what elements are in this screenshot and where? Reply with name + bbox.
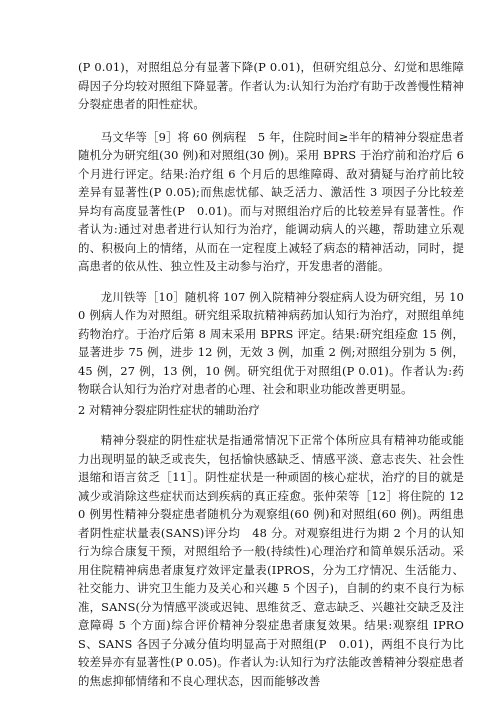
section-heading: 2 对精神分裂症阴性症状的辅助治疗 [78, 402, 260, 417]
paragraph-ma-wenhua-study: 马文华等［9］将 60 例病程 5 年，住院时间≥半年的精神分裂症患者随机分为研究组(30 例)和对照组(30 例)。采用 BPRS 于治疗前和治疗后 6 个月进行评定。结果:治疗组 6 个月后的思维障碍、敌对猜疑与治疗前比较差异有显著性(P 0.05);而焦虑忧郁、缺乏活力、激活性 3 项因子分比较差异均有高度显著性(P 0.01)。而与对照组治疗后的比较差异有显著性。作者认为:通过对患者进行认知行为治疗，能调动病人的兴趣，帮助建立乐观的、积极向上的情绪，从而在一定程度上减轻了病态的精神活动，同时，提高患者的依从性、独立性及主动参与治疗，开发患者的潜能。 [78, 129, 464, 273]
paragraph-negative-symptoms: 精神分裂症的阴性症状是指通常情况下正常个体所应具有精神功能或能力出现明显的缺乏或丧失，包括愉快感缺乏、情感平淡、意志丧失、社会性退缩和语言贫乏［11］。阴性症状是一种顽固的核心症状，治疗的目的就是减少或消除这些症状而达到疾病的真正痊愈。张仲荣等［12］将住院的 120 例男性精神分裂症患者随机分为观察组(60 例)和对照组(60 例)。两组患者阴性症状量表(SANS)评分均 48 分。对观察组进行为期 2 个月的认知行为综合康复干预，对照组给予一般(持续性)心理治疗和简单娱乐活动。采用住院精神病患者康复疗效评定量表(IPROS，分为工疗情况、生活能力、社交能力、讲究卫生能力及关心和兴趣 5 个因子)，自制的约束不良行为标准，SANS(分为情感平淡或迟钝、思维贫乏、意志缺乏、兴趣社交缺乏及注意障碍 5 个方面)综合评价精神分裂症患者康复效果。结果:观察组 IPROS、SANS 各因子分减分值均明显高于对照组(P 0.01)，两组不良行为比较差异亦有显著性(P 0.05)。作者认为:认知行为疗法能改善精神分裂症患者的焦虑抑郁情绪和不良心理状态，因而能够改善 [78, 433, 464, 688]
paragraph-long-chuantie-study: 龙川铁等［10］随机将 107 例入院精神分裂症病人设为研究组，另 100 例病人作为对照组。研究组采取抗精神病药加认知行为治疗，对照组单纯药物治疗。于治疗后第 8 周末采用 BPRS 评定。结果:研究组痊愈 15 例，显著进步 75 例，进步 12 例，无效 3 例，加重 2 例;对照组分别为 5 例，45 例，27 例，13 例，10 例。研究组优于对照组(P 0.01)。作者认为:药物联合认知行为治疗对患者的心理、社会和职业功能改善更明显。 [78, 289, 464, 396]
paragraph-continuation: (P 0.01)，对照组总分有显著下降(P 0.01)，但研究组总分、幻觉和思维障碍因子分均较对照组下降显著。作者认为:认知行为治疗有助于改善慢性精神分裂症患者的阳性症状。 [78, 60, 464, 111]
